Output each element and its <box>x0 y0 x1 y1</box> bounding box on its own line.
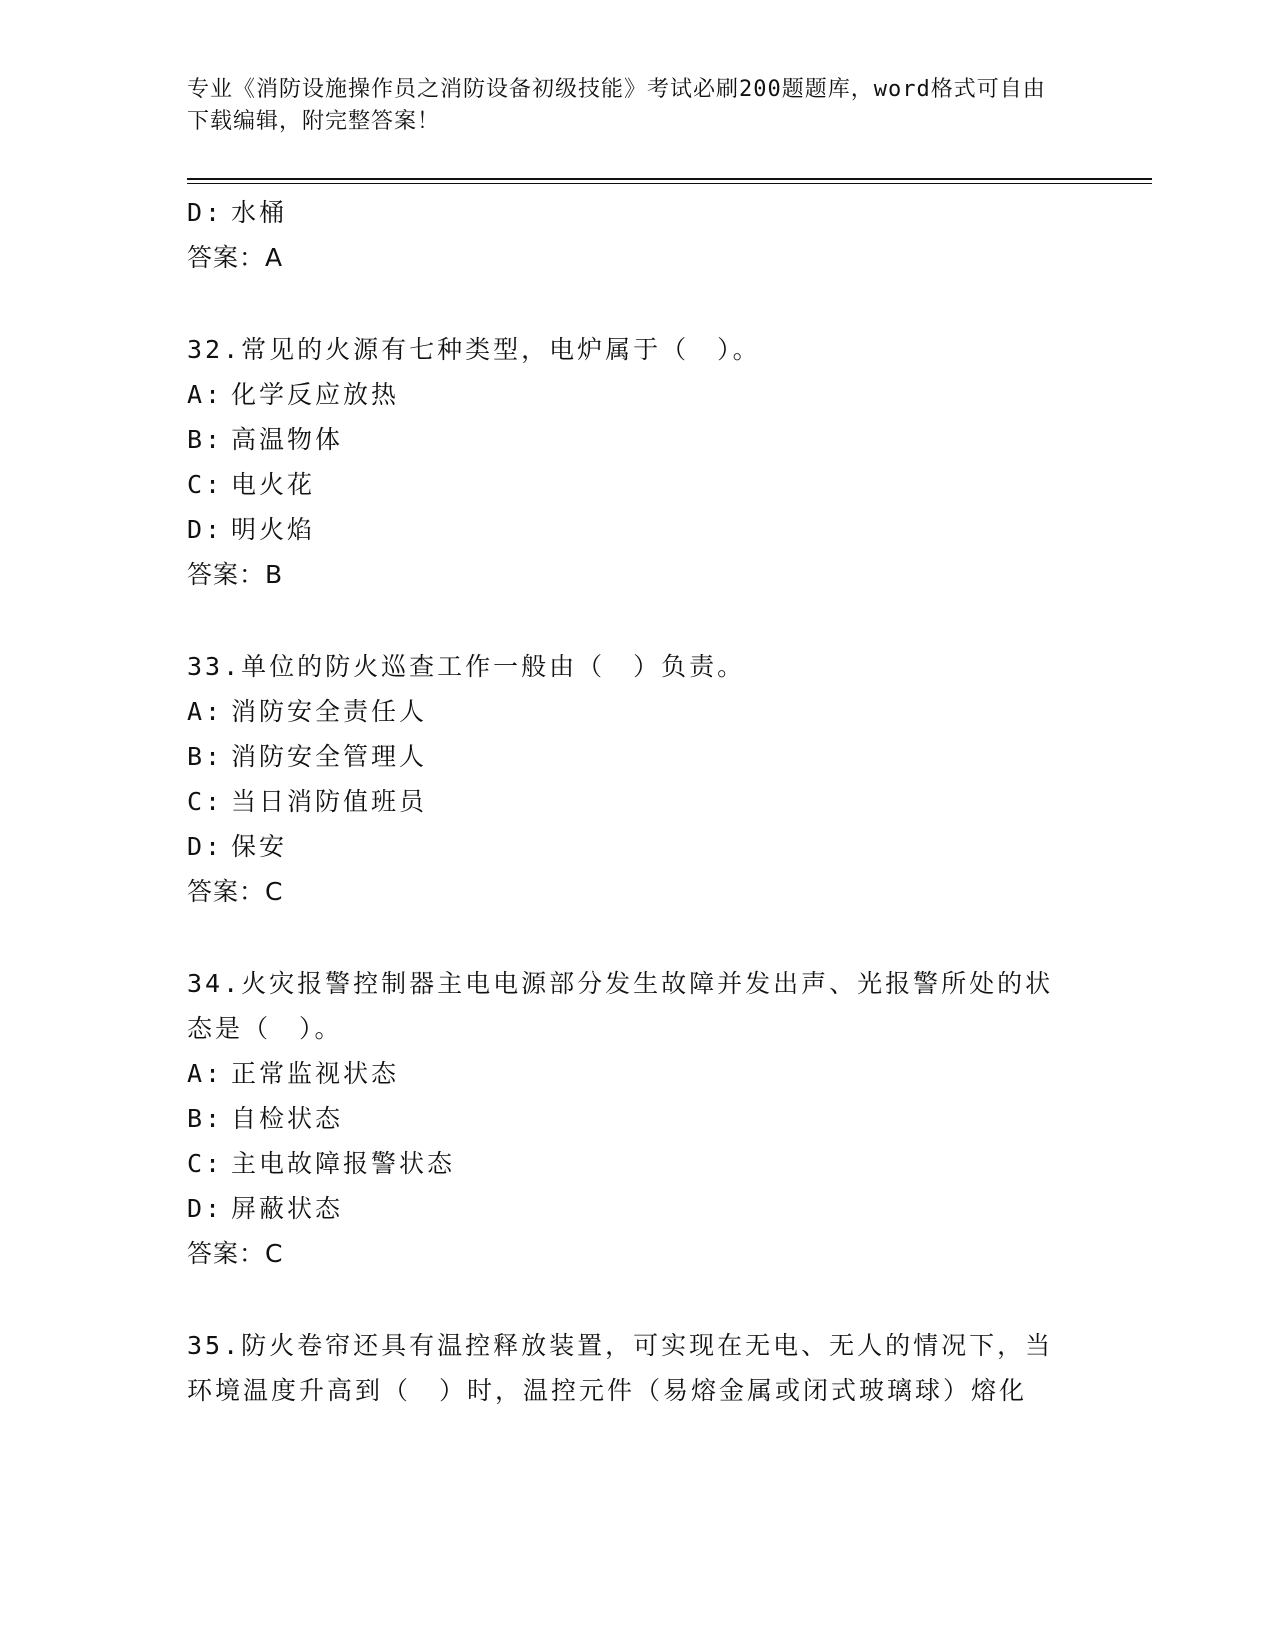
question-33-option-b <box>187 734 1087 779</box>
option-text: 高温物体 <box>231 425 344 454</box>
question-34-option-b <box>187 1096 1087 1141</box>
question-34-option-d <box>187 1186 1087 1231</box>
option-letter: C: <box>187 1149 224 1178</box>
option-letter: A: <box>187 1059 224 1088</box>
question-32-option-a <box>187 372 1087 417</box>
page-header: 专业《消防设施操作员之消防设备初级技能》考试必刷200题题库，word格式可自由下载编辑，附完整答案！ <box>187 77 1046 134</box>
question-32-option-b <box>187 417 1087 462</box>
question-32-stem: 32.常见的火源有七种类型，电炉属于（ ）。 <box>187 335 761 364</box>
prev-answer: 答案：A <box>187 243 284 272</box>
question-33-stem: 33.单位的防火巡查工作一般由（ ）负责。 <box>187 652 746 681</box>
option-letter: D: <box>187 515 224 544</box>
option-letter: B: <box>187 425 224 454</box>
prev-option-d <box>187 190 1087 235</box>
question-34-answer: 答案：C <box>187 1239 284 1268</box>
option-text: 消防安全管理人 <box>231 742 428 771</box>
option-letter: B: <box>187 1104 224 1133</box>
option-text: 屏蔽状态 <box>231 1194 344 1223</box>
option-letter: D: <box>187 1194 224 1223</box>
option-letter: C: <box>187 470 224 499</box>
option-text: 自检状态 <box>231 1104 344 1133</box>
option-text: 当日消防值班员 <box>231 787 428 816</box>
question-33-option-a <box>187 689 1087 734</box>
question-list <box>187 190 1087 1413</box>
option-letter: A: <box>187 697 224 726</box>
question-34-stem: 34.火灾报警控制器主电电源部分发生故障并发出声、光报警所处的状态是（ ）。 <box>187 969 1054 1043</box>
option-text: 保安 <box>231 832 288 861</box>
question-34-option-a <box>187 1051 1087 1096</box>
question-32-answer: 答案：B <box>187 560 284 589</box>
question-33-option-d <box>187 824 1087 869</box>
option-text: 明火焰 <box>231 515 316 544</box>
question-33-answer: 答案：C <box>187 877 284 906</box>
option-letter: A: <box>187 380 224 409</box>
question-34-option-c <box>187 1141 1087 1186</box>
header-rule-thick <box>187 178 1152 180</box>
question-33-option-c <box>187 779 1087 824</box>
option-letter: B: <box>187 742 224 771</box>
option-letter: D: <box>187 198 224 227</box>
option-letter: D: <box>187 832 224 861</box>
option-letter: C: <box>187 787 224 816</box>
option-text: 水桶 <box>231 198 288 227</box>
option-text: 电火花 <box>231 470 316 499</box>
option-text: 消防安全责任人 <box>231 697 428 726</box>
header-rule-thin <box>187 183 1152 184</box>
option-text: 化学反应放热 <box>231 380 400 409</box>
option-text: 正常监视状态 <box>231 1059 400 1088</box>
option-text: 主电故障报警状态 <box>231 1149 456 1178</box>
question-32-option-d <box>187 507 1087 552</box>
question-35-stem: 35.防火卷帘还具有温控释放装置，可实现在无电、无人的情况下，当环境温度升高到（ ）时，温控元件（易熔金属或闭式玻璃球）熔化 <box>187 1331 1054 1405</box>
question-32-option-c <box>187 462 1087 507</box>
